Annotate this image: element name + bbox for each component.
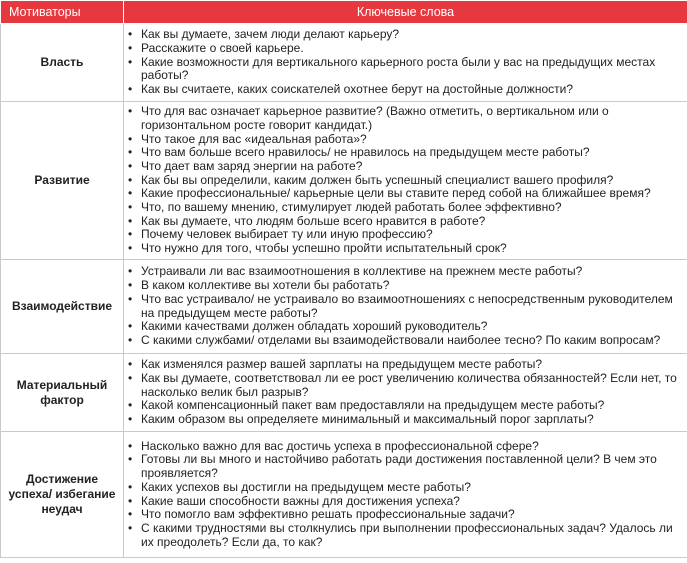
list-item: • Как вы думаете, зачем люди делают карьеру? bbox=[128, 28, 683, 42]
list-item: • Как вы думаете, что людям больше всего нравится в работе? bbox=[128, 215, 683, 229]
list-item: • Каким образом вы определяете минимальный и максимальный порог зарплаты? bbox=[128, 413, 683, 427]
table-header-row bbox=[1, 1, 687, 24]
category-cell: Достижение успеха/ избегание неудач bbox=[1, 432, 124, 558]
list-item: • Насколько важно для вас достичь успеха в профессиональной сфере? bbox=[128, 440, 683, 454]
list-item: • Что помогло вам эффективно решать профессиональные задачи? bbox=[128, 508, 683, 522]
category-cell: Взаимодействие bbox=[1, 260, 124, 354]
list-item: • Что, по вашему мнению, стимулирует людей работать более эффективно? bbox=[128, 201, 683, 215]
list-item: • Почему человек выбирает ту или иную профессию? bbox=[128, 228, 683, 242]
bullet-list bbox=[128, 28, 683, 97]
list-item: • Как изменялся размер вашей зарплаты на предыдущем месте работы? bbox=[128, 358, 683, 372]
list-item: • В каком коллективе вы хотели бы работать? bbox=[128, 279, 683, 293]
list-item: • Как бы вы определили, каким должен быть успешный специалист вашего профиля? bbox=[128, 174, 683, 188]
table-row bbox=[1, 432, 687, 558]
list-item: • Устраивали ли вас взаимоотношения в коллективе на прежнем месте работы? bbox=[128, 265, 683, 279]
list-item: • Готовы ли вы много и настойчиво работать ради достижения поставленной цели? В чем это проявляется? bbox=[128, 453, 683, 480]
keywords-cell bbox=[124, 260, 687, 354]
list-item: • Расскажите о своей карьере. bbox=[128, 42, 683, 56]
list-item: • Что нужно для того, чтобы успешно пройти испытательный срок? bbox=[128, 242, 683, 256]
keywords-cell bbox=[124, 354, 687, 432]
table-row bbox=[1, 102, 687, 260]
bullet-list bbox=[128, 105, 683, 256]
list-item: • Каких успехов вы достигли на предыдущем месте работы? bbox=[128, 481, 683, 495]
list-item: • Что такое для вас «идеальная работа»? bbox=[128, 133, 683, 147]
category-cell: Развитие bbox=[1, 102, 124, 260]
keywords-cell bbox=[124, 24, 687, 102]
list-item: • Как вы думаете, соответствовал ли ее рост увеличению количества обязанностей? Если нет, то насколько велик был разрыв? bbox=[128, 372, 683, 399]
list-item: • С какими трудностями вы столкнулись при выполнении профессиональных задач? Удалось ли их преодолеть? Если да, то как? bbox=[128, 522, 683, 549]
list-item: • Что вам больше всего нравилось/ не нравилось на предыдущем месте работы? bbox=[128, 146, 683, 160]
list-item: • Какие возможности для вертикального карьерного роста были у вас на предыдущих местах работы? bbox=[128, 56, 683, 83]
bullet-list bbox=[128, 358, 683, 427]
list-item: • Какие профессиональные/ карьерные цели вы ставите перед собой на ближайшее время? bbox=[128, 187, 683, 201]
table-row bbox=[1, 260, 687, 354]
category-cell: Власть bbox=[1, 24, 124, 102]
category-cell: Материальный фактор bbox=[1, 354, 124, 432]
list-item: • Что дает вам заряд энергии на работе? bbox=[128, 160, 683, 174]
bullet-list bbox=[128, 265, 683, 347]
table-row bbox=[1, 354, 687, 432]
list-item: • Как вы считаете, каких соискателей охотнее берут на достойные должности? bbox=[128, 83, 683, 97]
list-item: • Что вас устраивало/ не устраивало во взаимоотношениях с непосредственным руководителем на предыдущем месте работы? bbox=[128, 293, 683, 320]
table-row bbox=[1, 24, 687, 102]
column-header-motivators: Мотиваторы bbox=[1, 1, 124, 24]
list-item: • Какой компенсационный пакет вам предоставляли на предыдущем месте работы? bbox=[128, 399, 683, 413]
list-item: • Что для вас означает карьерное развитие? (Важно отметить, о вертикальном или о горизонтальном росте говорит кандидат.) bbox=[128, 105, 683, 132]
list-item: • Какими качествами должен обладать хороший руководитель? bbox=[128, 320, 683, 334]
keywords-cell bbox=[124, 102, 687, 260]
column-header-keywords: Ключевые слова bbox=[124, 1, 687, 24]
keywords-cell bbox=[124, 432, 687, 558]
list-item: • Какие ваши способности важны для достижения успеха? bbox=[128, 495, 683, 509]
bullet-list bbox=[128, 440, 683, 550]
list-item: • С какими службами/ отделами вы взаимодействовали наиболее тесно? По каким вопросам? bbox=[128, 334, 683, 348]
